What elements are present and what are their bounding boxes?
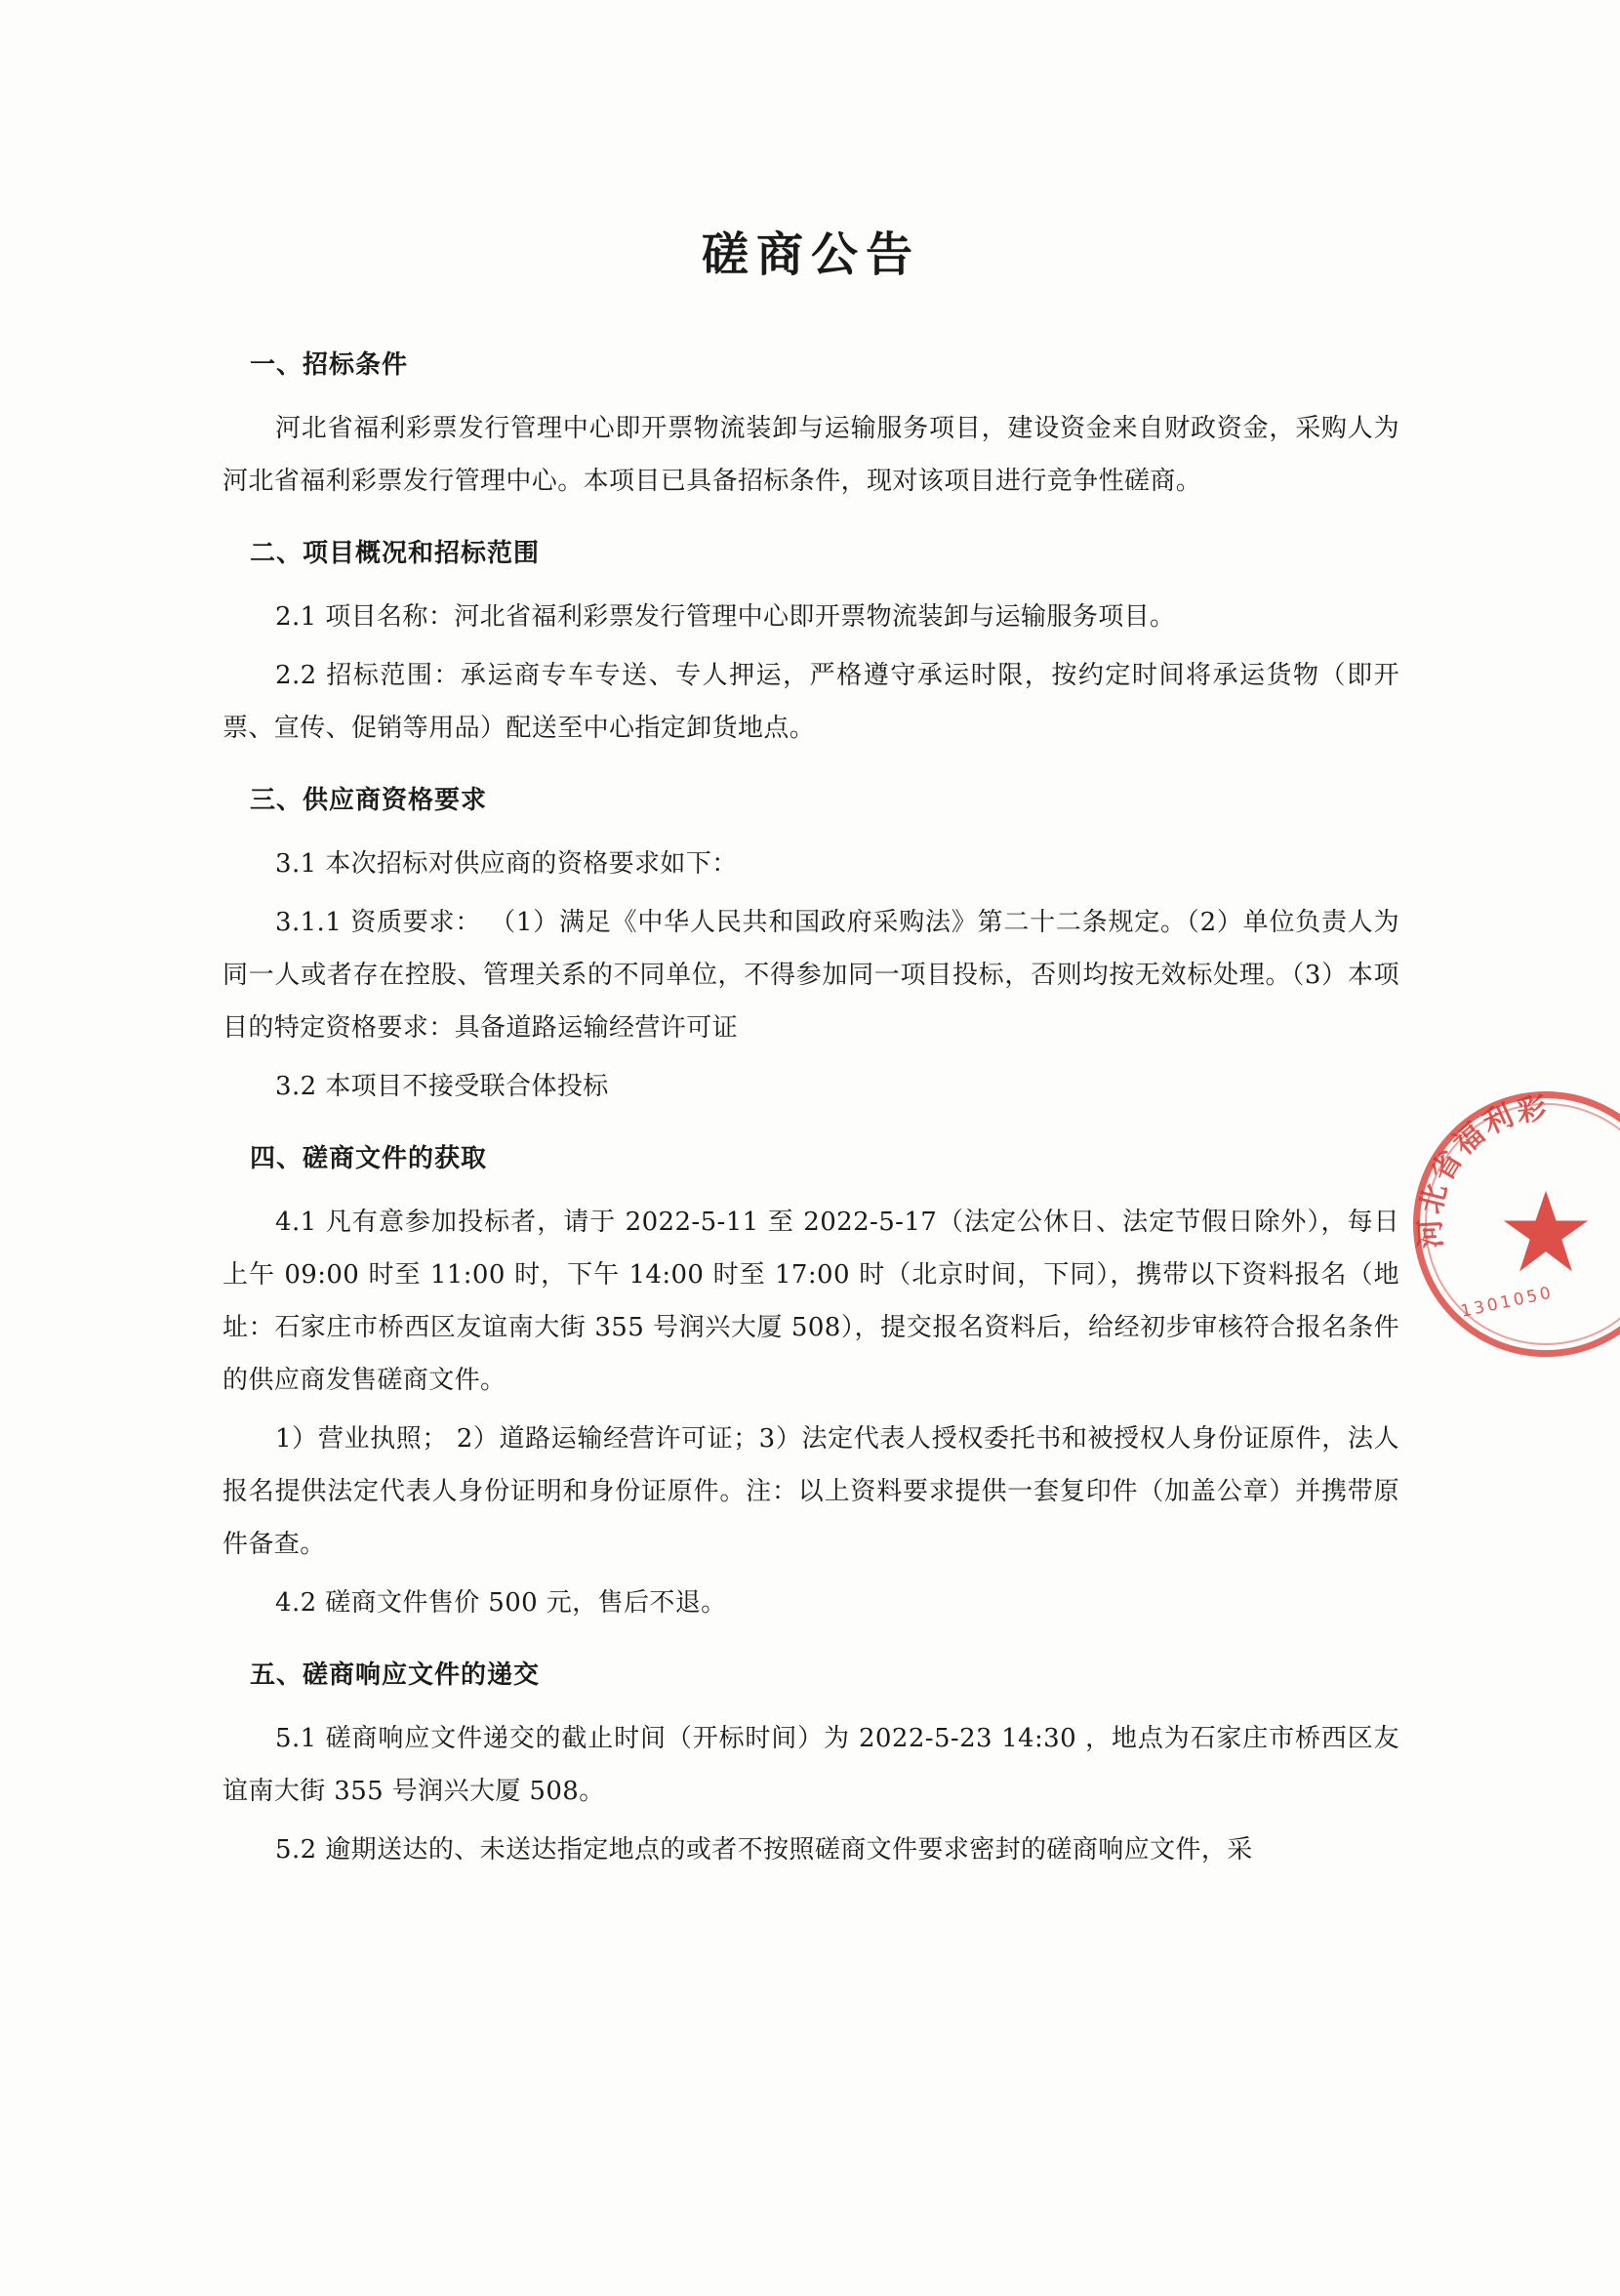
- page-title: 磋商公告: [701, 227, 920, 282]
- paragraph: 2.2 招标范围：承运商专车专送、专人押运，严格遵守承运时限，按约定时间将承运货物（即开票、宣传、促销等用品）配送至中心指定卸货地点。: [223, 661, 1399, 743]
- seal-code-text: 1301050: [1458, 1283, 1556, 1322]
- seal-arc-label: 河北省福利彩: [1413, 1091, 1552, 1250]
- seal-arc-text: [1413, 1091, 1620, 1357]
- section-heading-3: 三、供应商资格要求: [250, 786, 488, 815]
- paragraph: 3.2 本项目不接受联合体投标: [275, 1072, 609, 1101]
- paragraph: 河北省福利彩票发行管理中心即开票物流装卸与运输服务项目，建设资金来自财政资金，采购人为河北省福利彩票发行管理中心。本项目已具备招标条件，现对该项目进行竞争性磋商。: [223, 414, 1399, 496]
- section-heading-4: 四、磋商文件的获取: [250, 1144, 488, 1173]
- paragraph: 5.1 磋商响应文件递交的截止时间（开标时间）为 2022-5-23 14:30 ，地点为石家庄市桥西区友谊南大街 355 号润兴大厦 508。: [223, 1724, 1399, 1806]
- seal-inner-ring: [1425, 1103, 1620, 1345]
- paragraph: 5.2 逾期送达的、未送达指定地点的或者不按照磋商文件要求密封的磋商响应文件，采: [275, 1835, 1253, 1865]
- paragraph: 1）营业执照； 2）道路运输经营许可证；3）法定代表人授权委托书和被授权人身份证原件，法人报名提供法定代表人身份证明和身份证原件。注：以上资料要求提供一套复印件（加盖公章）并携带原件备查。: [223, 1424, 1399, 1559]
- paragraph: 3.1.1 资质要求： （1）满足《中华人民共和国政府采购法》第二十二条规定。（2）单位负责人为同一人或者存在控股、管理关系的不同单位，不得参加同一项目投标，否则均按无效标处理。（3）本项目的特定资格要求：具备道路运输经营许可证: [223, 908, 1399, 1043]
- paragraph: 2.1 项目名称：河北省福利彩票发行管理中心即开票物流装卸与运输服务项目。: [275, 602, 1176, 632]
- document-body: [223, 0, 1399, 1876]
- section-heading-1: 一、招标条件: [250, 350, 409, 380]
- official-seal-stamp: [1413, 1091, 1620, 1384]
- paragraph: 4.1 凡有意参加投标者，请于 2022-5-11 至 2022-5-17（法定公休日、法定节假日除外），每日上午 09:00 时至 11:00 时，下午 14:00 时至 17:00 时（北京时间，下同），携带以下资料报名（地址：石家庄市桥西区友谊南大街 355 号润兴大厦 508），提交报名资料后，给经初步审核符合报名条件的供应商发售磋商文件。: [223, 1208, 1399, 1395]
- seal-outer-ring: [1413, 1091, 1620, 1357]
- paragraph: 4.2 磋商文件售价 500 元，售后不退。: [275, 1588, 727, 1618]
- five-point-star-icon: [1499, 1185, 1593, 1279]
- paragraph: 3.1 本次招标对供应商的资格要求如下：: [275, 849, 738, 879]
- section-heading-5: 五、磋商响应文件的递交: [250, 1660, 541, 1690]
- svg-text:河北省福利彩: [1413, 1091, 1552, 1250]
- section-heading-2: 二、项目概况和招标范围: [250, 539, 541, 568]
